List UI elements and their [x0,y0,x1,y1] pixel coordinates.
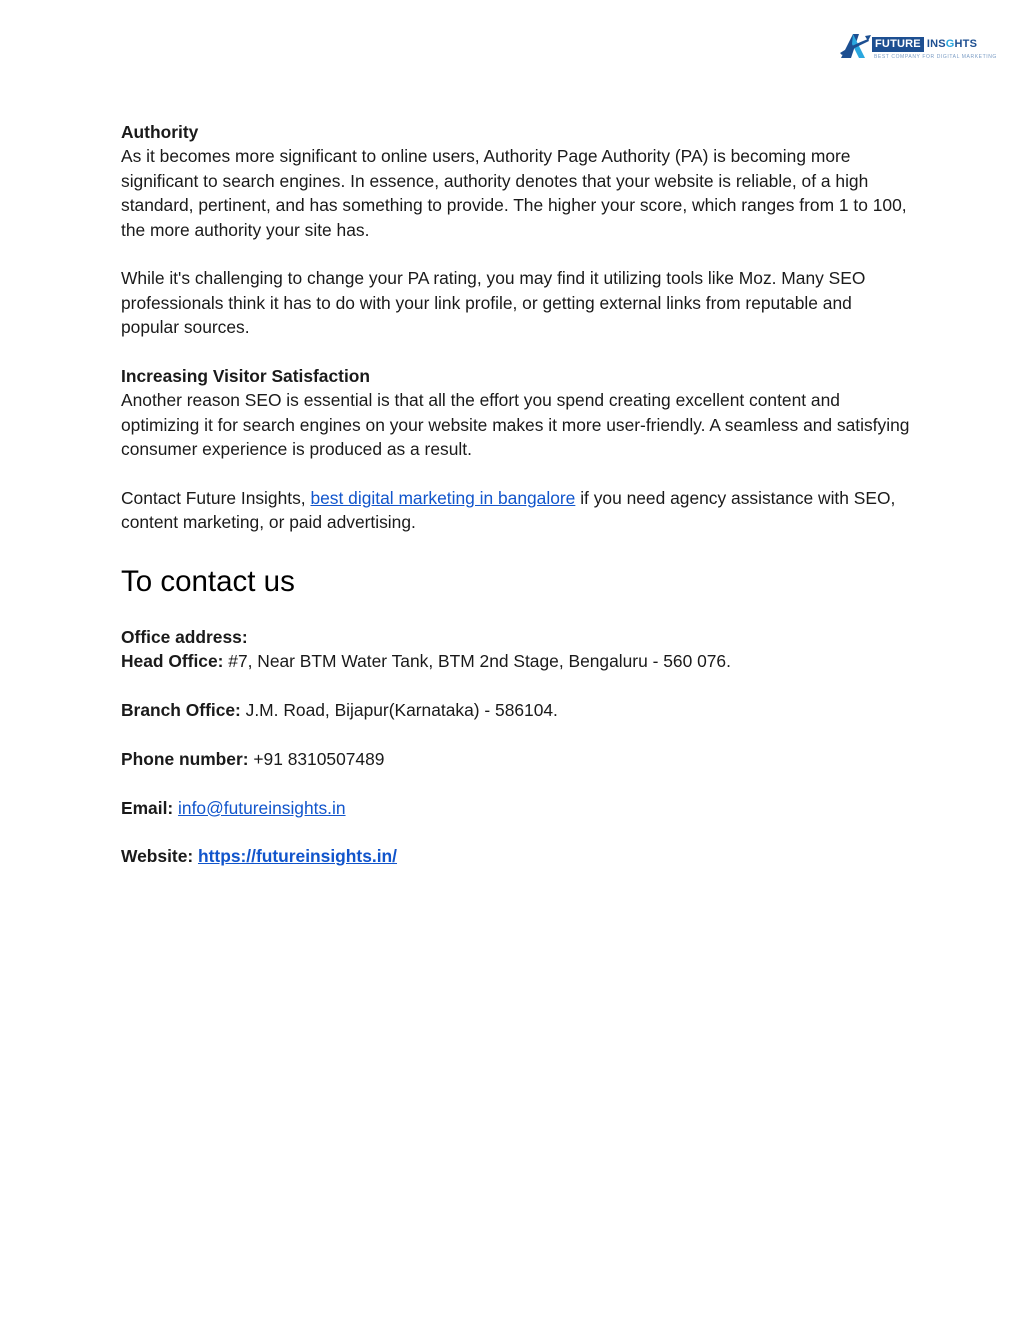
visitor-satisfaction-heading: Increasing Visitor Satisfaction [121,366,371,387]
authority-paragraph-2: While it's challenging to change your PA rating, you may find it utilizing tools like Moz. Many SEO professionals think it has to do with your link profile, or getting external links from reputable and popular sources. [121,268,866,338]
email-line: Email: info@futureinsights.in [121,797,346,818]
logo-word-future: FUTURE [872,37,924,52]
contact-section-title: To contact us [121,564,295,598]
digital-marketing-link[interactable]: best digital marketing in bangalore [310,488,576,509]
document-body [121,120,911,869]
website-link[interactable]: https://futureinsights.in/ [198,846,398,867]
phone-line: Phone number: +91 8310507489 [121,748,385,769]
email-link[interactable]: info@futureinsights.in [178,797,346,818]
authority-heading: Authority [121,122,199,142]
company-logo [838,31,997,63]
logo-mark-icon [838,31,872,61]
branch-office-line: Branch Office: J.M. Road, Bijapur(Karnataka) - 586104. [121,700,558,721]
head-office-line: Head Office: #7, Near BTM Water Tank, BTM 2nd Stage, Bengaluru - 560 076. [121,651,731,672]
contact-paragraph: Contact Future Insights, best digital marketing in bangalore if you need agency assistance with SEO, content marketing, or paid advertising. [121,488,896,533]
logo-word-insights: INSGHTS [926,38,978,50]
website-line: Website: https://futureinsights.in/ [121,846,398,867]
logo-wordmark [872,37,977,52]
logo-tagline: BEST COMPANY FOR DIGITAL MARKETING [874,54,997,60]
authority-paragraph-1: As it becomes more significant to online users, Authority Page Authority (PA) is becoming more significant to search engines. In essence, authority denotes that your website is reliable, of a high standard, pertinent, and has something to provide. The higher your score, which ranges from 1 to 100, the more authority your site has. [121,146,907,240]
office-address-label: Office address: [121,626,248,647]
visitor-satisfaction-paragraph: Another reason SEO is essential is that all the effort you spend creating excellent content and optimizing it for search engines on your website makes it more user-friendly. A seamless and satisfying consumer experience is produced as a result. [121,390,910,460]
